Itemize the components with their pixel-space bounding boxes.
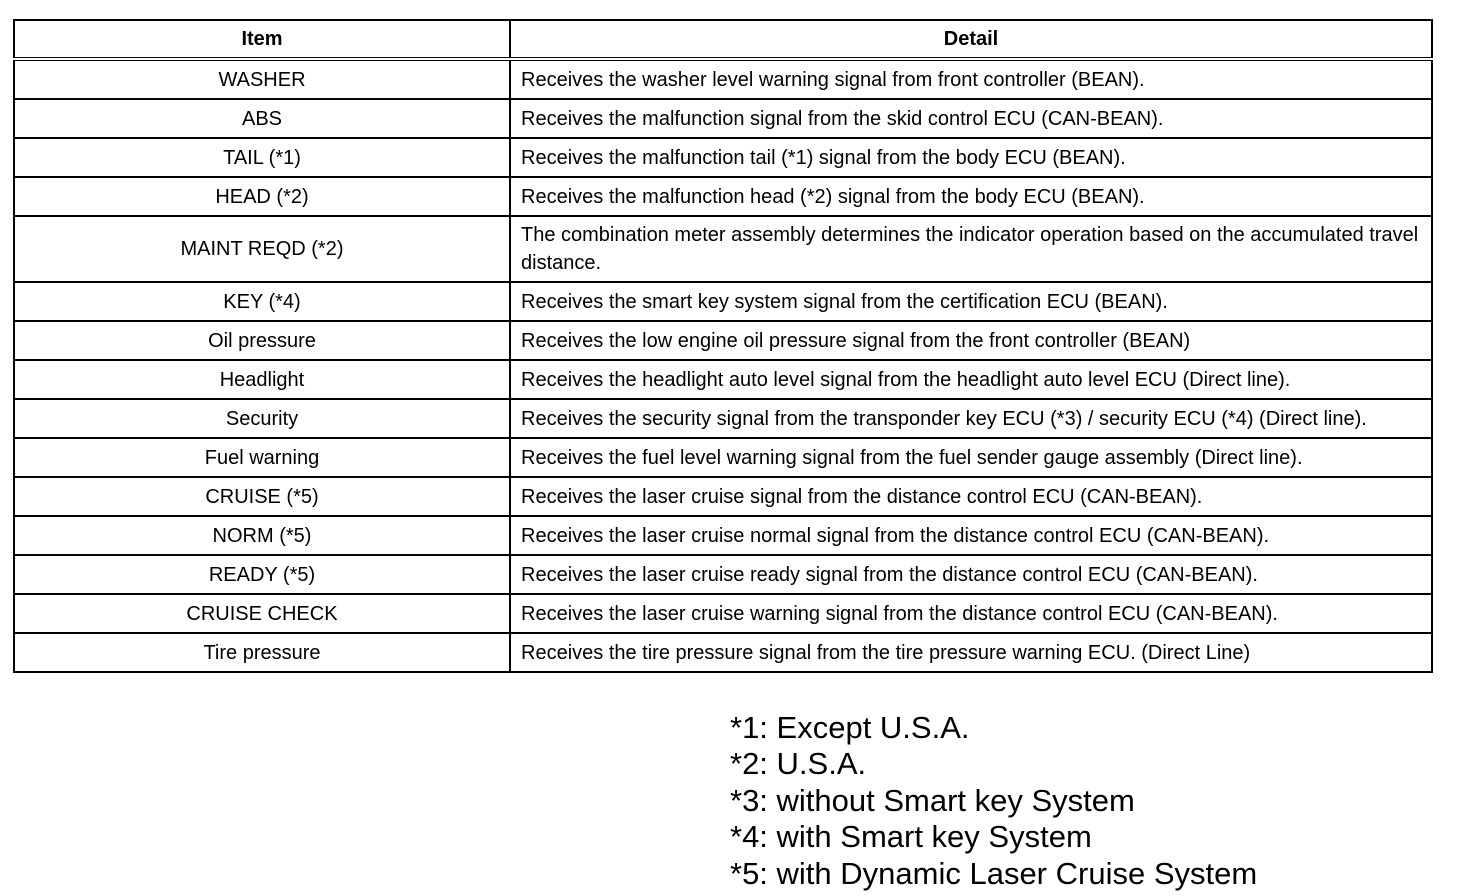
table-row	[14, 321, 1432, 360]
item-cell: WASHER	[14, 59, 510, 99]
detail-cell: Receives the malfunction head (*2) signal from the body ECU (BEAN).	[510, 177, 1432, 216]
table-row	[14, 594, 1432, 633]
table-row	[14, 516, 1432, 555]
detail-cell: Receives the laser cruise signal from the distance control ECU (CAN-BEAN).	[510, 477, 1432, 516]
table-row	[14, 282, 1432, 321]
detail-cell: Receives the fuel level warning signal from the fuel sender gauge assembly (Direct line).	[510, 438, 1432, 477]
table-row	[14, 59, 1432, 99]
footnote: *1: Except U.S.A.	[730, 710, 970, 745]
item-cell: Security	[14, 399, 510, 438]
footnote: *2: U.S.A.	[730, 746, 867, 782]
table-row	[14, 633, 1432, 672]
item-cell: CRUISE (*5)	[14, 477, 510, 516]
detail-cell: Receives the malfunction tail (*1) signal from the body ECU (BEAN).	[510, 138, 1432, 177]
item-cell: MAINT REQD (*2)	[14, 216, 510, 282]
detail-cell: The combination meter assembly determines the indicator operation based on the accumulated travel distance.	[510, 216, 1432, 282]
table-row	[14, 555, 1432, 594]
detail-cell: Receives the security signal from the transponder key ECU (*3) / security ECU (*4) (Direct line).	[510, 399, 1432, 438]
footnote: *3: without Smart key System	[730, 782, 1135, 818]
indicator-signal-table	[13, 19, 1433, 673]
item-cell: NORM (*5)	[14, 516, 510, 555]
table-row	[14, 138, 1432, 177]
footnote: *4: with Smart key System	[730, 819, 1092, 855]
item-cell: TAIL (*1)	[14, 138, 510, 177]
footnotes	[730, 710, 1257, 892]
item-cell: KEY (*4)	[14, 282, 510, 321]
detail-cell: Receives the laser cruise warning signal from the distance control ECU (CAN-BEAN).	[510, 594, 1432, 633]
footnote: *5: with Dynamic Laser Cruise System	[730, 855, 1258, 891]
table-row	[14, 99, 1432, 138]
detail-cell: Receives the headlight auto level signal from the headlight auto level ECU (Direct line).	[510, 360, 1432, 399]
detail-cell: Receives the tire pressure signal from the tire pressure warning ECU. (Direct Line)	[510, 633, 1432, 672]
item-cell: CRUISE CHECK	[14, 594, 510, 633]
item-cell: Oil pressure	[14, 321, 510, 360]
item-cell: HEAD (*2)	[14, 177, 510, 216]
detail-cell: Receives the washer level warning signal from front controller (BEAN).	[510, 59, 1432, 99]
table-row	[14, 216, 1432, 282]
table-body	[14, 59, 1432, 672]
detail-cell: Receives the low engine oil pressure signal from the front controller (BEAN)	[510, 321, 1432, 360]
column-header-item: Item	[14, 20, 510, 59]
column-header-detail: Detail	[510, 20, 1432, 59]
table-row	[14, 477, 1432, 516]
detail-cell: Receives the laser cruise ready signal from the distance control ECU (CAN-BEAN).	[510, 555, 1432, 594]
item-cell: Headlight	[14, 360, 510, 399]
table-row	[14, 177, 1432, 216]
detail-cell: Receives the laser cruise normal signal from the distance control ECU (CAN-BEAN).	[510, 516, 1432, 555]
table-header-row	[14, 20, 1432, 59]
item-cell: Tire pressure	[14, 633, 510, 672]
table-row	[14, 360, 1432, 399]
item-cell: ABS	[14, 99, 510, 138]
table-row	[14, 399, 1432, 438]
table-row	[14, 438, 1432, 477]
item-cell: READY (*5)	[14, 555, 510, 594]
detail-cell: Receives the malfunction signal from the skid control ECU (CAN-BEAN).	[510, 99, 1432, 138]
item-cell: Fuel warning	[14, 438, 510, 477]
detail-cell: Receives the smart key system signal from the certification ECU (BEAN).	[510, 282, 1432, 321]
